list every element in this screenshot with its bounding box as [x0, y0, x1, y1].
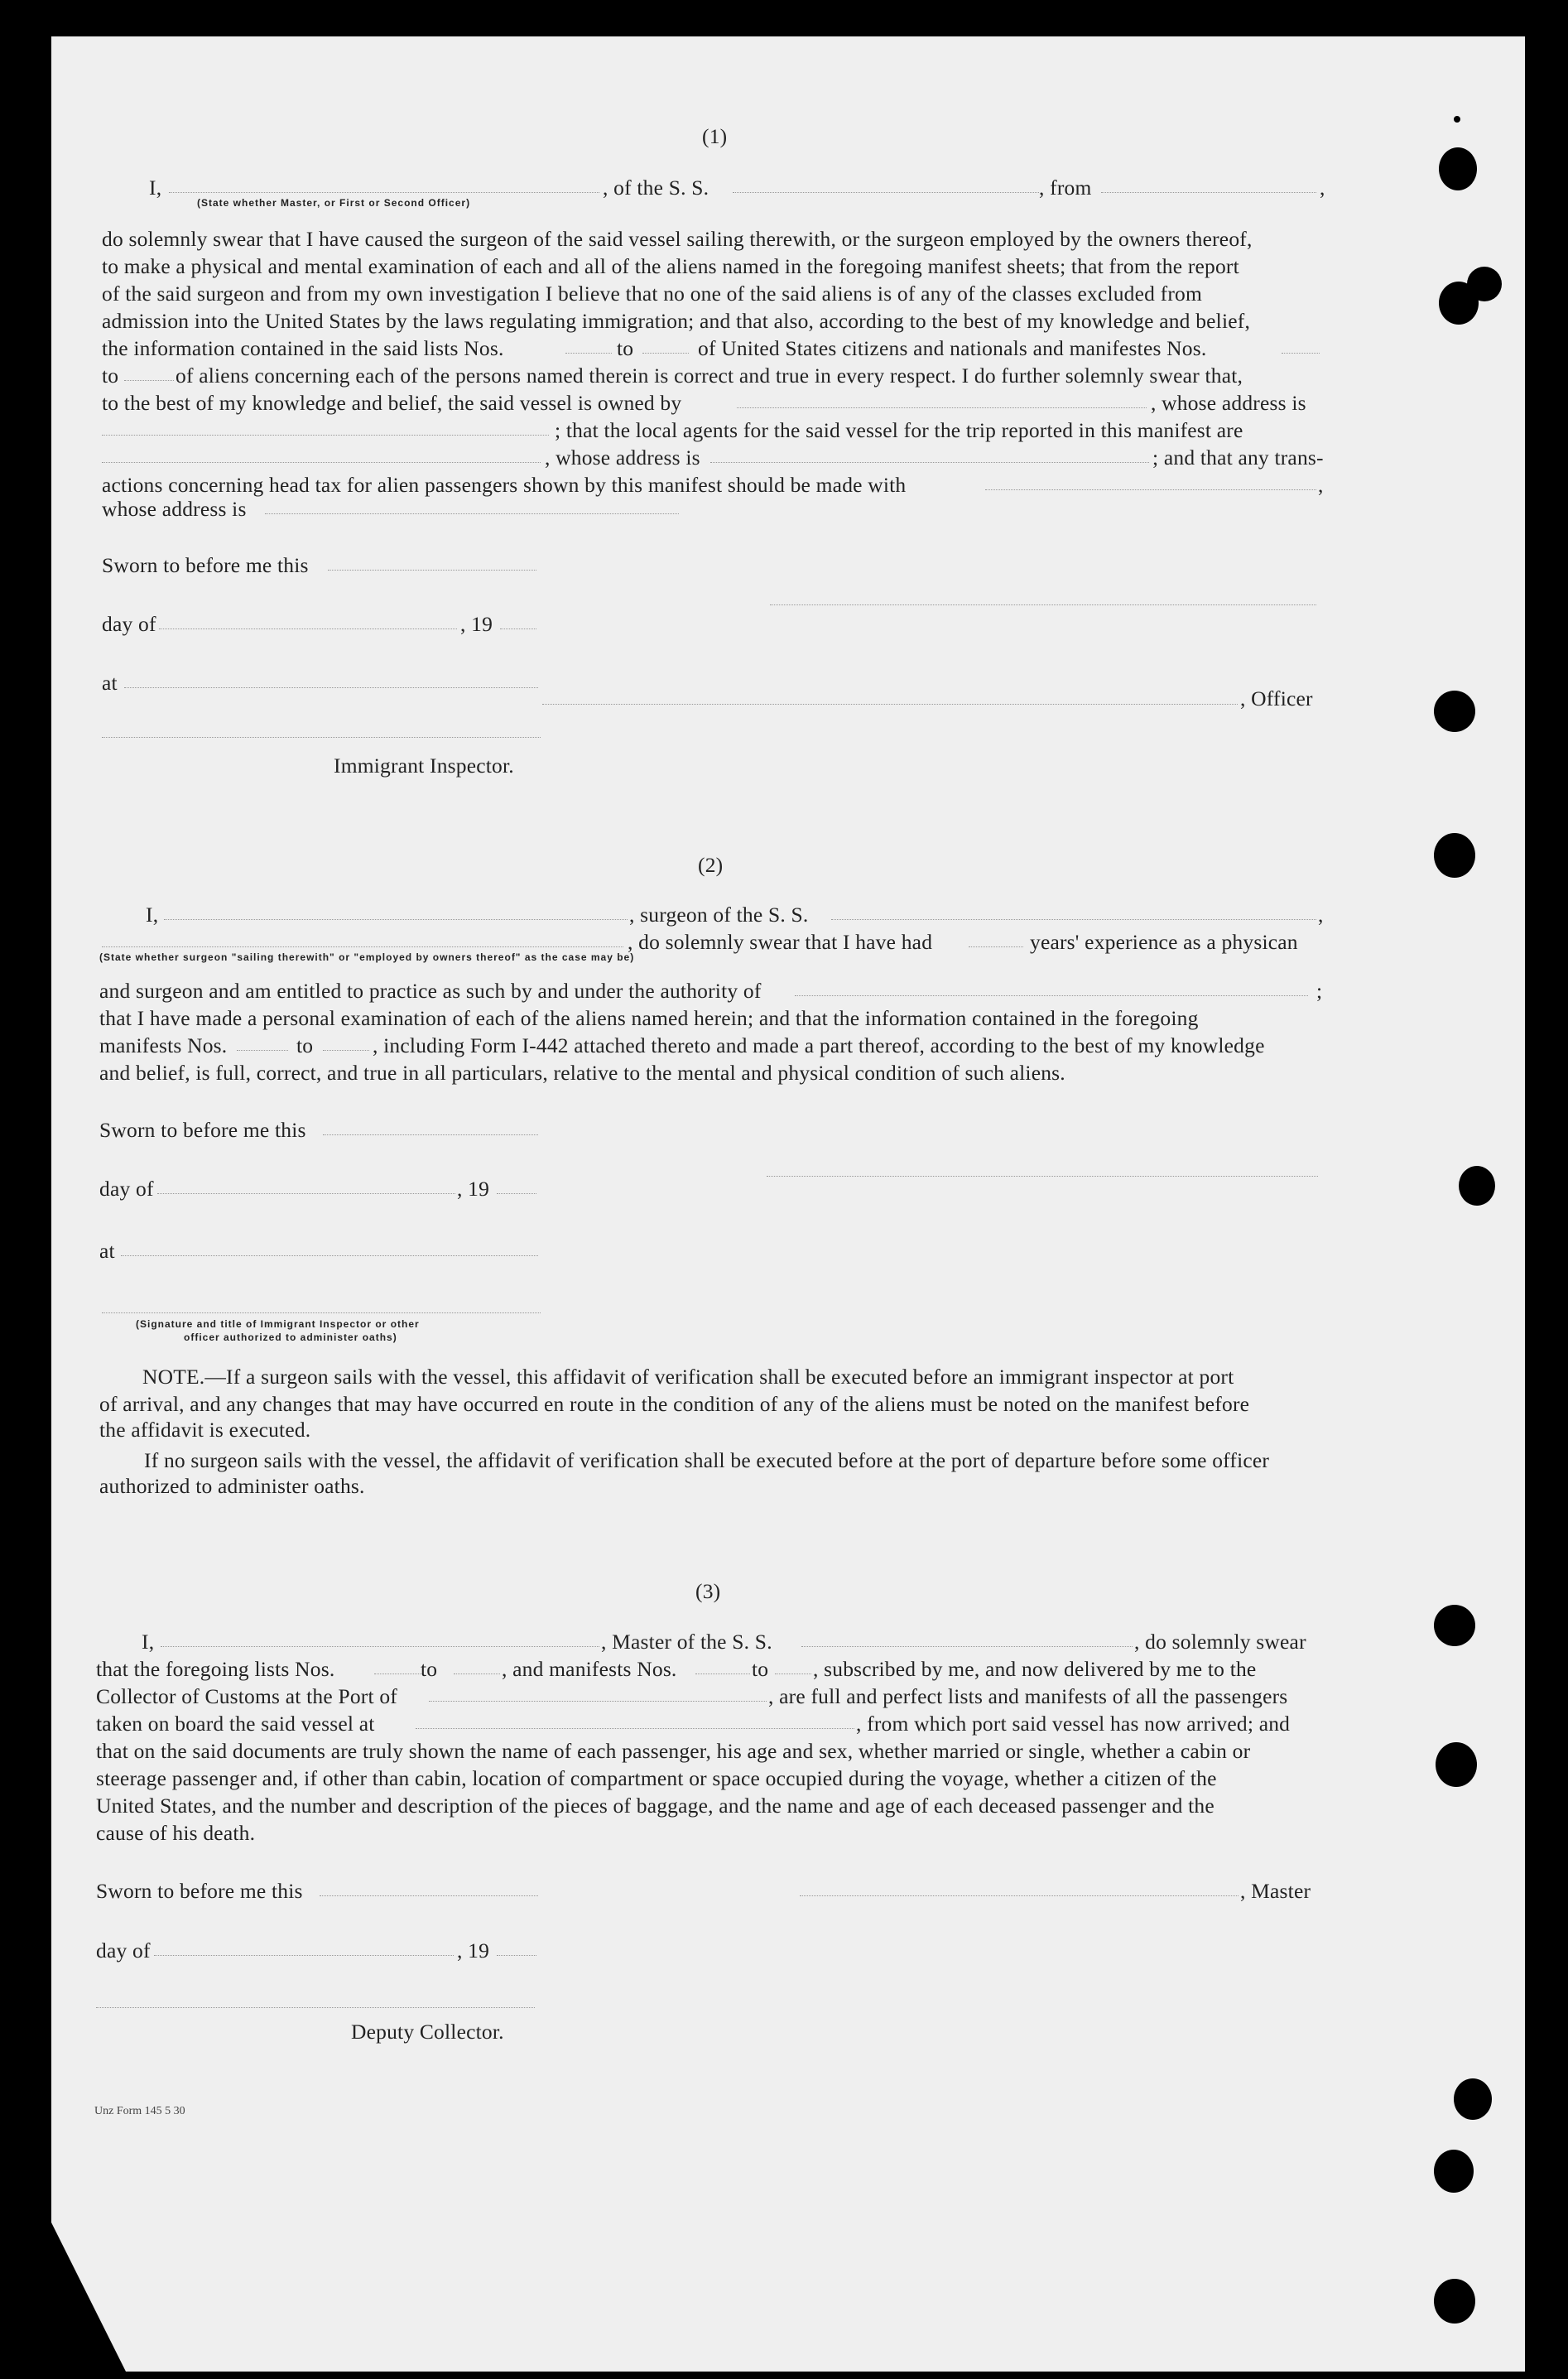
s2-note5: authorized to administer oaths.	[99, 1474, 365, 1498]
s1-manifest-to-field[interactable]	[124, 380, 174, 381]
s1-para-line: to make a physical and mental examination of each and all of the aliens named in the foregoing manifest sheets; that from the report	[102, 254, 1239, 278]
s1-inspector: Immigrant Inspector.	[334, 754, 514, 778]
s3-manifest-to-field[interactable]	[775, 1673, 811, 1674]
s2-dayof: day of	[99, 1177, 154, 1201]
s3-l8: cause of his death.	[96, 1821, 256, 1845]
s1-signature-field[interactable]	[770, 604, 1316, 605]
s2-note1: NOTE.—If a surgeon sails with the vessel, this affidavit of verification shall be executed before an immigrant inspector at port	[142, 1365, 1234, 1389]
s2-status-field[interactable]	[102, 946, 623, 947]
s1-para-line: admission into the United States by the laws regulating immigration; and that also, according to the best of my knowledge and belief,	[102, 309, 1251, 333]
s3-line1-master: , Master of the S. S.	[601, 1630, 772, 1654]
s1-at-field[interactable]	[124, 687, 538, 688]
s2-l6: and belief, is full, correct, and true in all particulars, relative to the mental and physical condition of such aliens.	[99, 1061, 1065, 1085]
s2-note2: of arrival, and any changes that may have occurred en route in the condition of any of the aliens must be noted on the manifest before	[99, 1392, 1250, 1416]
s2-line1-comma: ,	[1318, 903, 1324, 927]
s1-headtax-address-field[interactable]	[265, 513, 679, 514]
s3-sworn-field[interactable]	[320, 1895, 538, 1896]
s3-ship-field[interactable]	[801, 1646, 1133, 1647]
s2-l2b: years' experience as a physican	[1030, 930, 1298, 954]
s3-l2e: , subscribed by me, and now delivered by me to the	[813, 1657, 1257, 1681]
s3-l6: steerage passenger and, if other than cabin, location of compartment or space occupied during the voyage, whether a citizen of the	[96, 1766, 1217, 1790]
s3-lists-from-field[interactable]	[374, 1673, 422, 1674]
s1-year: , 19	[460, 612, 493, 636]
s1-l9c: of United States citizens and nationals and manifestes Nos.	[698, 336, 1207, 360]
s1-manifest-from-field[interactable]	[1282, 353, 1320, 354]
s2-l5a: manifests Nos.	[99, 1033, 228, 1057]
s1-l11a: to the best of my knowledge and belief, the said vessel is owned by	[102, 391, 682, 415]
s2-day-field[interactable]	[157, 1193, 455, 1194]
s3-line1-swear: , do solemnly swear	[1134, 1630, 1306, 1654]
s1-day-field[interactable]	[159, 628, 457, 629]
s3-year-field[interactable]	[497, 1955, 536, 1956]
s1-l13b: ; and that any trans-	[1152, 445, 1324, 470]
s1-officer-field[interactable]	[169, 192, 599, 193]
s2-years-field[interactable]	[969, 946, 1023, 947]
section-1-number: (1)	[702, 124, 728, 148]
punch-hole	[1454, 116, 1460, 123]
s2-l3: and surgeon and am entitled to practice as such by and under the authority of	[99, 979, 762, 1003]
s2-name-field[interactable]	[164, 919, 628, 920]
s1-l9b: to	[617, 336, 634, 360]
s1-inspector-sig-field[interactable]	[102, 737, 541, 738]
s3-l4a: taken on board the said vessel at	[96, 1712, 375, 1736]
s1-officer-sig-field[interactable]	[542, 704, 1238, 705]
s1-l15: whose address is	[102, 497, 247, 521]
s3-l4b: , from which port said vessel has now arrived; and	[856, 1712, 1291, 1736]
s3-l2c: , and manifests Nos.	[502, 1657, 677, 1681]
s2-inspector-sig-field[interactable]	[102, 1312, 541, 1313]
s1-para-line: of the said surgeon and from my own investigation I believe that no one of the said aliens is of any of the classes excluded from	[102, 282, 1203, 306]
s2-sig-caption-2: officer authorized to administer oaths)	[184, 1332, 397, 1343]
s2-ship-field[interactable]	[831, 919, 1316, 920]
form-number: Unz Form 145 5 30	[94, 2105, 185, 2117]
s2-at-field[interactable]	[121, 1255, 538, 1256]
s2-note3: the affidavit is executed.	[99, 1418, 311, 1442]
s3-l3b: , are full and perfect lists and manifests of all the passengers	[768, 1684, 1288, 1708]
punch-hole	[1439, 147, 1477, 190]
s2-year: , 19	[457, 1177, 490, 1201]
s2-line1-i: I,	[146, 903, 159, 927]
s1-agents-address-field[interactable]	[710, 462, 1149, 463]
s1-from-field[interactable]	[1101, 192, 1316, 193]
s2-year-field[interactable]	[497, 1193, 536, 1194]
s1-owner-address-field[interactable]	[102, 435, 549, 436]
s3-deputy: Deputy Collector.	[351, 2020, 504, 2044]
s1-agents-field[interactable]	[102, 462, 541, 463]
punch-hole	[1459, 1166, 1495, 1206]
punch-hole	[1434, 2279, 1475, 2324]
s3-sworn: Sworn to before me this	[96, 1879, 303, 1903]
punch-hole	[1434, 691, 1475, 732]
s1-l9a: the information contained in the said lists Nos.	[102, 336, 504, 360]
punch-hole	[1434, 2150, 1474, 2193]
s1-para-line: do solemnly swear that I have caused the surgeon of the said vessel sailing therewith, or the surgeon employed by the owners thereof,	[102, 227, 1253, 251]
s3-line1-i: I,	[142, 1630, 155, 1654]
s3-port-field[interactable]	[429, 1701, 767, 1702]
s3-l7: United States, and the number and description of the pieces of baggage, and the name and age of each deceased passenger and the	[96, 1794, 1214, 1818]
s2-note4: If no surgeon sails with the vessel, the affidavit of verification shall be executed before at the port of departure before some officer	[144, 1448, 1270, 1472]
s2-line1-surgeon: , surgeon of the S. S.	[629, 903, 809, 927]
s1-ship-field[interactable]	[733, 192, 1039, 193]
s2-l2a: , do solemnly swear that I have had	[628, 930, 933, 954]
s2-signature-field[interactable]	[767, 1176, 1318, 1177]
s1-sworn: Sworn to before me this	[102, 553, 309, 577]
s1-line1-ss: , of the S. S.	[603, 176, 709, 200]
s3-name-field[interactable]	[161, 1646, 599, 1647]
s1-dayof: day of	[102, 612, 156, 636]
punch-hole	[1467, 267, 1502, 301]
punch-hole	[1434, 1605, 1475, 1646]
s1-year-field[interactable]	[500, 628, 536, 629]
s3-boarded-at-field[interactable]	[416, 1728, 854, 1729]
s1-sworn-field[interactable]	[328, 570, 536, 571]
s1-caption: (State whether Master, or First or Second Officer)	[197, 197, 471, 209]
s1-line1-comma: ,	[1320, 176, 1325, 200]
s3-lists-to-field[interactable]	[454, 1673, 500, 1674]
s1-l10a: to	[102, 364, 119, 388]
s2-at: at	[99, 1239, 115, 1263]
punch-hole	[1454, 2078, 1492, 2120]
s1-headtax-field[interactable]	[985, 489, 1316, 490]
punch-hole	[1434, 833, 1475, 878]
s1-lists-from-field[interactable]	[565, 353, 612, 354]
s2-caption: (State whether surgeon "sailing therewith" or "employed by owners thereof" as the case may be)	[99, 951, 635, 963]
s1-at: at	[102, 671, 118, 695]
s2-l3end: ;	[1316, 979, 1323, 1003]
s2-sworn: Sworn to before me this	[99, 1118, 306, 1142]
s3-l3a: Collector of Customs at the Port of	[96, 1684, 397, 1708]
s3-l5: that on the said documents are truly shown the name of each passenger, his age and sex, whether married or single, whether a cabin or	[96, 1739, 1251, 1763]
s2-sig-caption-1: (Signature and title of Immigrant Inspector or other	[136, 1318, 420, 1330]
s1-l14a: actions concerning head tax for alien passengers shown by this manifest should be made with	[102, 473, 907, 497]
s1-line1-from: , from	[1039, 176, 1092, 200]
s2-manifest-to-field[interactable]	[323, 1050, 369, 1051]
s1-l10b: of aliens concerning each of the persons named therein is correct and true in every respect. I do further solemnly swear that,	[176, 364, 1243, 388]
s2-manifest-from-field[interactable]	[237, 1050, 288, 1051]
s3-deputy-sig-field[interactable]	[96, 2007, 535, 2008]
s2-authority-field[interactable]	[795, 995, 1308, 996]
s2-l5c: , including Form I-442 attached thereto and made a part thereof, according to the best of my knowledge	[373, 1033, 1265, 1057]
s3-day-field[interactable]	[154, 1955, 454, 1956]
s3-year: , 19	[457, 1938, 490, 1962]
s1-owner-field[interactable]	[737, 407, 1147, 408]
s3-dayof: day of	[96, 1938, 151, 1962]
s3-master-sig-field[interactable]	[800, 1895, 1239, 1896]
s1-lists-to-field[interactable]	[642, 353, 689, 354]
s3-l2a: that the foregoing lists Nos.	[96, 1657, 335, 1681]
section-2-number: (2)	[698, 853, 724, 877]
s1-line1-i: I,	[149, 176, 162, 200]
s2-sworn-field[interactable]	[323, 1134, 538, 1135]
s2-l4: that I have made a personal examination of each of the aliens named herein; and that the information contained in the foregoing	[99, 1006, 1199, 1030]
s1-l14b: ,	[1318, 473, 1324, 497]
punch-hole	[1436, 1742, 1477, 1787]
s1-l13a: , whose address is	[545, 445, 700, 470]
s1-l12: ; that the local agents for the said vessel for the trip reported in this manifest are	[555, 418, 1243, 442]
s3-l2d: to	[752, 1657, 769, 1681]
section-3-number: (3)	[695, 1579, 721, 1603]
s3-master: , Master	[1240, 1879, 1311, 1903]
s3-manifest-from-field[interactable]	[695, 1673, 750, 1674]
s3-l2b: to	[421, 1657, 438, 1681]
s2-l5b: to	[296, 1033, 314, 1057]
s1-officer: , Officer	[1240, 686, 1313, 710]
s1-l11b: , whose address is	[1151, 391, 1306, 415]
